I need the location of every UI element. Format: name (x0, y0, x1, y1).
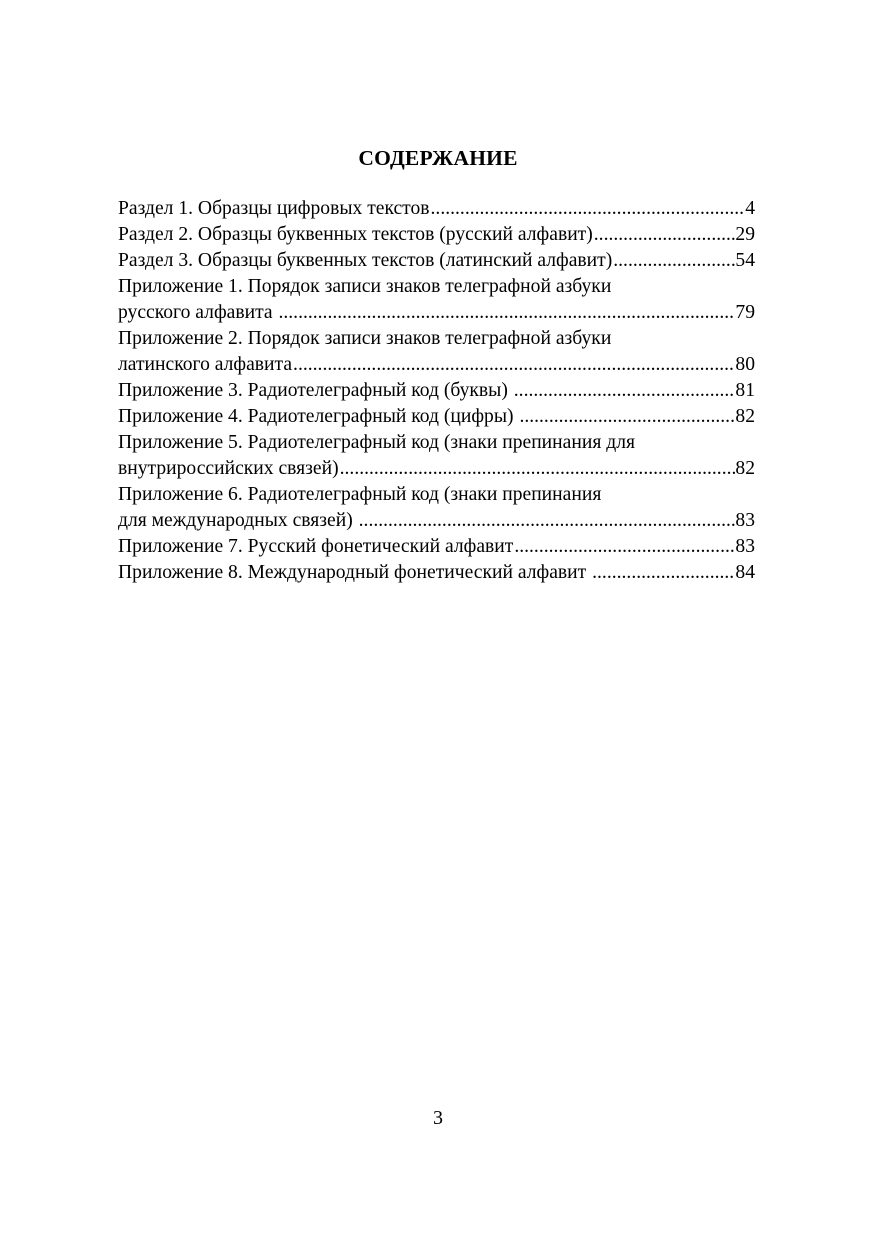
toc-entry-line (118, 352, 755, 378)
toc-entry-appendix-7[interactable] (118, 534, 755, 560)
toc-entry-title: для международных связей) (118, 510, 358, 531)
toc-entry-page: 83 (735, 510, 755, 531)
dot-leader (518, 404, 735, 430)
toc-entry-appendix-4[interactable] (118, 404, 755, 430)
toc-entry-section-3[interactable] (118, 248, 755, 274)
dot-leader (513, 378, 736, 404)
toc-entry-title: Раздел 2. Образцы буквенных текстов (русский алфавит) (118, 224, 593, 245)
dot-leader (513, 534, 735, 560)
toc-entry-title-first-line: Приложение 1. Порядок записи знаков телеграфной азбуки (118, 276, 612, 297)
toc-entry-title: латинского алфавита (118, 354, 293, 375)
toc-entry-title: внутрироссийских связей) (118, 458, 339, 479)
toc-entry-title: Раздел 1. Образцы цифровых текстов (118, 198, 430, 219)
toc-entry-title: Приложение 7. Русский фонетический алфавит (118, 536, 514, 557)
toc-entry-title-first-line: Приложение 2. Порядок записи знаков телеграфной азбуки (118, 328, 612, 349)
dot-leader (339, 456, 736, 482)
toc-entry-page: 81 (735, 380, 755, 401)
toc-entry-title-first-line: Приложение 5. Радиотелеграфный код (знаки препинания для (118, 432, 635, 453)
contents-heading: СОДЕРЖАНИЕ (358, 146, 518, 170)
toc-entry-page: 80 (735, 354, 755, 375)
toc-entry-line (118, 196, 755, 222)
toc-entry-line (118, 378, 755, 404)
toc-entry-line (118, 222, 755, 248)
toc-entry-section-2[interactable] (118, 222, 755, 248)
toc-entry-line (118, 248, 755, 274)
toc-entry-section-1[interactable] (118, 196, 755, 222)
toc-entry-page: 79 (735, 302, 755, 323)
toc-entry-title: Раздел 3. Образцы буквенных текстов (латинский алфавит) (118, 250, 613, 271)
toc-entry-title: Приложение 8. Международный фонетический алфавит (118, 562, 592, 583)
dot-leader (358, 508, 736, 534)
toc-entry-appendix-2[interactable] (118, 326, 755, 378)
toc-entry-line (118, 404, 755, 430)
dot-leader (591, 560, 735, 586)
toc-entry-appendix-3[interactable] (118, 378, 755, 404)
dot-leader (430, 196, 746, 222)
toc-entry-line (118, 508, 755, 534)
toc-entry-line (118, 534, 755, 560)
dot-leader (292, 352, 735, 378)
toc-entry-title-first-line: Приложение 6. Радиотелеграфный код (знаки препинания (118, 484, 602, 505)
page-number: 3 (433, 1107, 443, 1129)
toc-entry-appendix-6[interactable] (118, 482, 755, 534)
toc-entry-page: 54 (735, 250, 755, 271)
toc-entry-appendix-8[interactable] (118, 560, 755, 586)
toc-entry-title: Приложение 3. Радиотелеграфный код (буквы) (118, 380, 513, 401)
toc-entry-appendix-1[interactable] (118, 274, 755, 326)
toc-entry-appendix-5[interactable] (118, 430, 755, 482)
toc-entry-page: 84 (735, 562, 755, 583)
toc-entry-line (118, 560, 755, 586)
toc-entry-page: 82 (735, 406, 755, 427)
toc-entry-page: 29 (735, 224, 755, 245)
toc-entry-page: 4 (745, 198, 755, 219)
toc-entry-page: 83 (735, 536, 755, 557)
dot-leader (612, 248, 735, 274)
table-of-contents (118, 196, 755, 586)
dot-leader (593, 222, 736, 248)
toc-entry-page: 82 (735, 458, 755, 479)
toc-entry-line (118, 300, 755, 326)
toc-entry-title: русского алфавита (118, 302, 278, 323)
dot-leader (277, 300, 735, 326)
toc-entry-line (118, 456, 755, 482)
toc-entry-title: Приложение 4. Радиотелеграфный код (цифры) (118, 406, 519, 427)
